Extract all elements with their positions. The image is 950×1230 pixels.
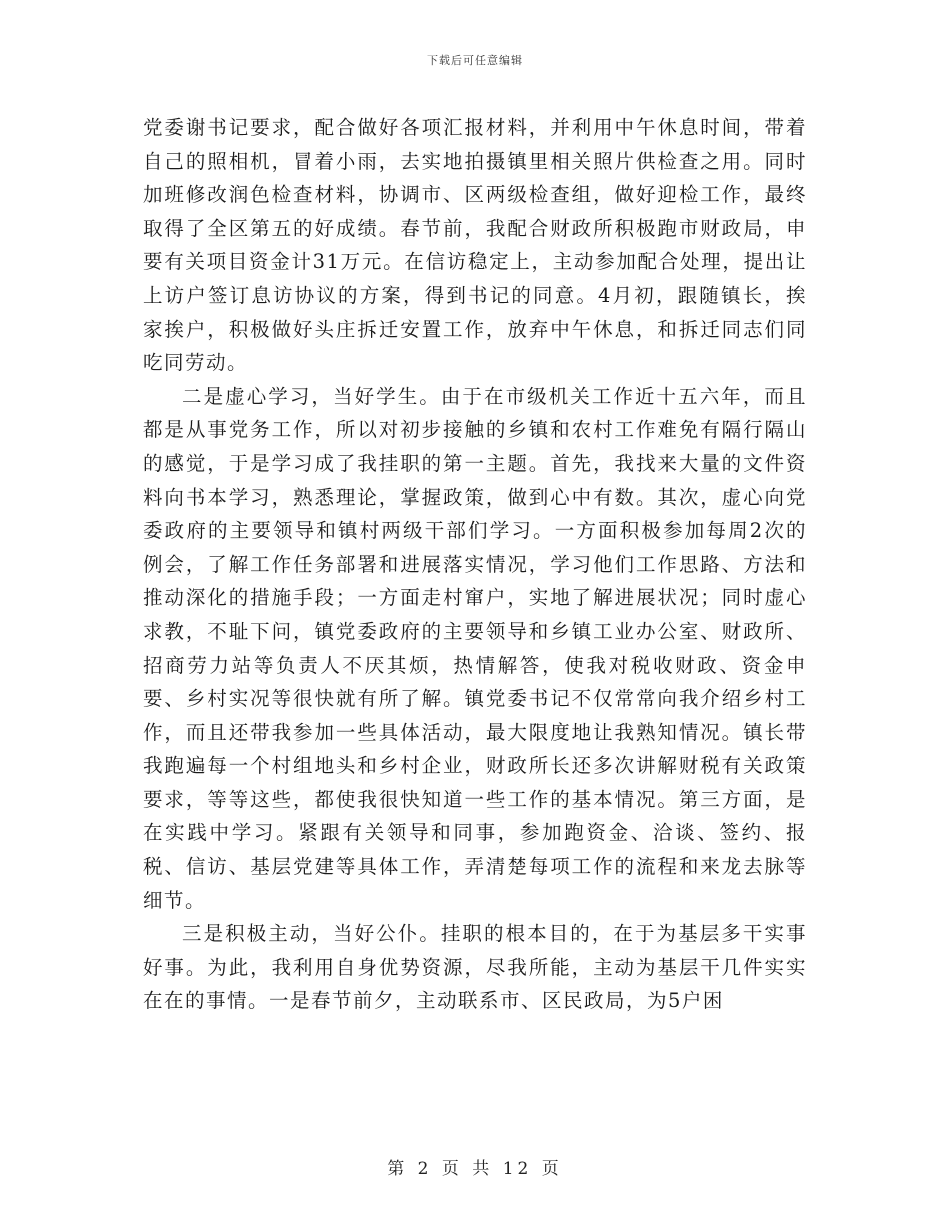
paragraph-study: 二是虚心学习，当好学生。由于在市级机关工作近十五六年，而且都是从事党务工作，所以对初步接触的乡镇和农村工作难免有隔行隔山的感觉，于是学习成了我挂职的第一主题。首先，我找来大量的文件资料向书本学习，熟悉理论，掌握政策，做到心中有数。其次，虚心向党委政府的主要领导和镇村两级干部们学习。一方面积极参加每周2次的例会，了解工作任务部署和进展落实情况，学习他们工作思路、方法和推动深化的措施手段；一方面走村窜户，实地了解进展状况；同时虚心求教，不耻下问，镇党委政府的主要领导和乡镇工业办公室、财政所、招商劳力站等负责人不厌其烦，热情解答，使我对税收财政、资金申要、乡村实况等很快就有所了解。镇党委书记不仅常常向我介绍乡村工作，而且还带我参加一些具体活动，最大限度地让我熟知情况。镇长带我跑遍每一个村组地头和乡村企业，财政所长还多次讲解财税有关政策要求，等等这些，都使我很快知道一些工作的基本情况。第三方面，是在实践中学习。紧跟有关领导和同事，参加跑资金、洽谈、签约、报税、信访、基层党建等具体工作，弄清楚每项工作的流程和来龙去脉等细节。 <box>143 384 807 912</box>
paragraph-continuation: 党委谢书记要求，配合做好各项汇报材料，并利用中午休息时间，带着自己的照相机，冒着小雨，去实地拍摄镇里相关照片供检查之用。同时加班修改润色检查材料，协调市、区两级检查组，做好迎检工作，最终取得了全区第五的好成绩。春节前，我配合财政所积极跑市财政局，申要有关项目资金计31万元。在信访稳定上，主动参加配合处理，提出让上访户签订息访协议的方案，得到书记的同意。4月初，跟随镇长，挨家挨户，积极做好头庄拆迁安置工作，放弃中午休息，和拆迁同志们同吃同劳动。 <box>143 116 807 375</box>
header-note: 下载后可任意编辑 <box>427 54 523 67</box>
page-number: 第 2 页 共 12 页 <box>387 1159 563 1179</box>
document-body <box>143 111 807 1018</box>
paragraph-service: 三是积极主动，当好公仆。挂职的根本目的，在于为基层多干实事好事。为此，我利用自身优势资源，尽我所能，主动为基层干几件实实在在的事情。一是春节前夕，主动联系市、区民政局，为5户困 <box>143 922 807 1013</box>
